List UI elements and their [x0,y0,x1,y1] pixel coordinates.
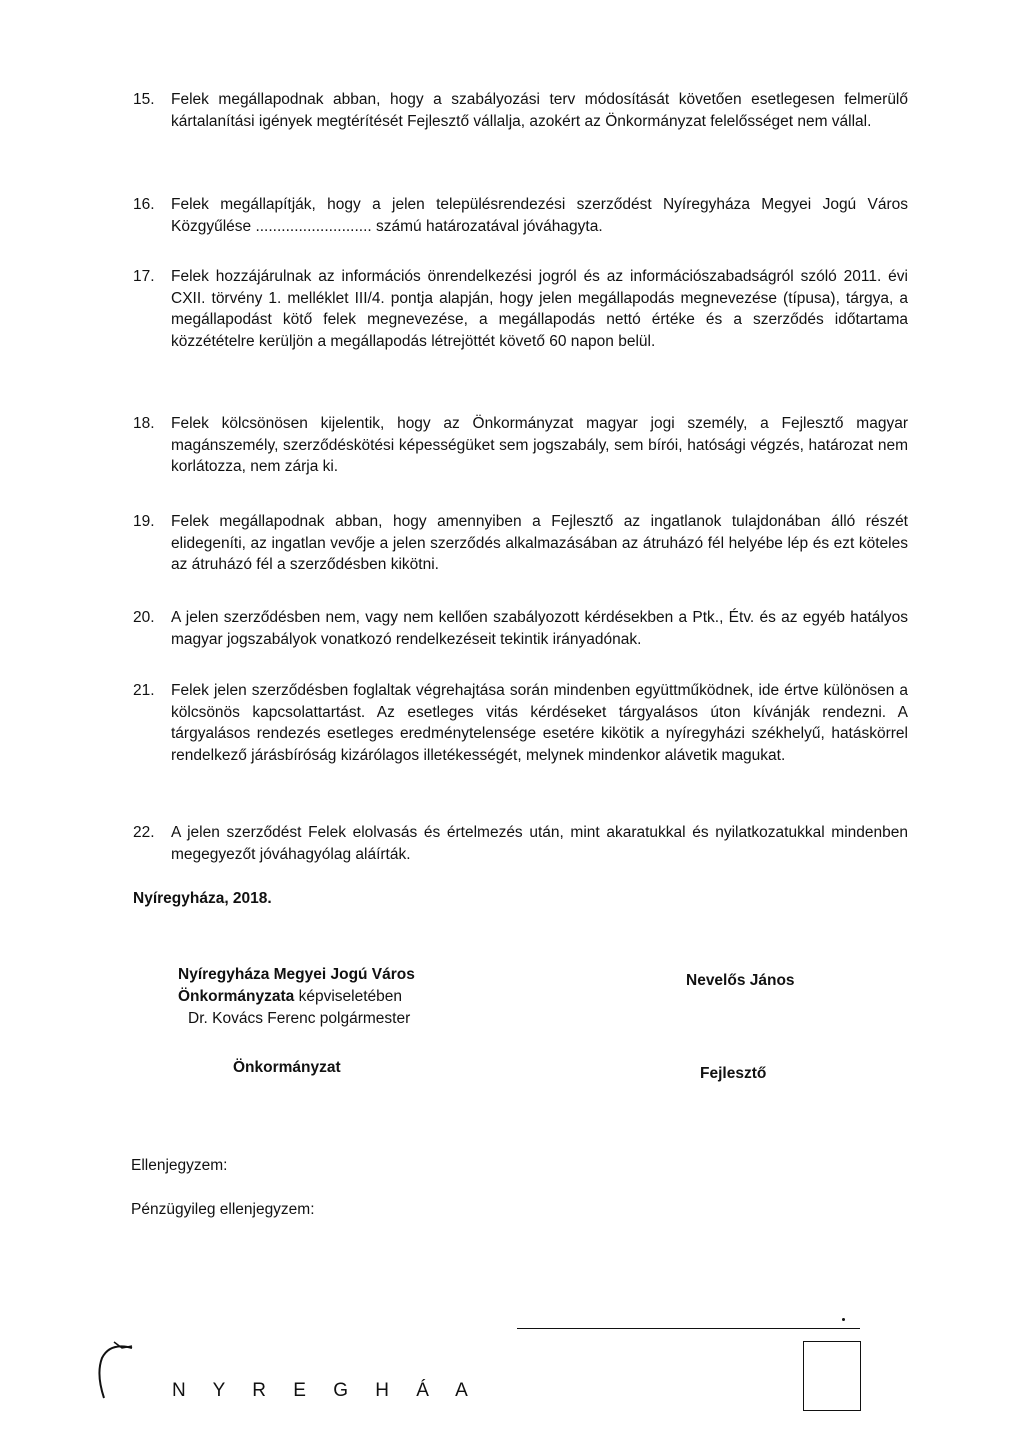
clause-number: 15. [133,91,155,108]
clause-text: Felek megállapodnak abban, hogy amennyiben a Fejlesztő az ingatlanok tulajdonában álló részét elidegeníti, az ingatlan vevője a jelen szerződés alkalmazásában az átruházó fél helyébe lép és ezt köteles az átruházó fél a szerződésben kikötni. [171,513,908,573]
clause-number: 21. [133,682,155,699]
signatory-person: Dr. Kovács Ferenc polgármester [188,1010,411,1027]
clause-21 [133,680,908,766]
clause-19 [133,511,908,576]
footer-box [803,1341,861,1411]
signatory-org-line1: Nyíregyháza Megyei Jogú Város [178,966,415,983]
clause-text: Felek hozzájárulnak az információs önrendelkezési jogról és az információszabadságról szóló 2011. évi CXII. törvény 1. melléklet III/4. pontja alapján, hogy jelen megállapodás megnevezése (típusa), tárgya, a megállapodást kötő felek megnevezése, a megállapodás nettó értéke és a szerződés időtartama közzétételre kerüljön a megállapodás létrejöttét követő 60 napon belül. [171,268,908,350]
clause-text: Felek jelen szerződésben foglaltak végrehajtása során mindenben együttműködnek, ide értve különösen a kölcsönös kapcsolattartást. Az esetleges vitás kérdéseket tárgyalásos úton kívánják rendezni. A tárgyalásos rendezés esetleges eredménytelensége esetére kikötik a nyíregyházi székhelyű, hatáskörrel rendelkező járásbíróság kizárólagos illetékességét, melynek mindenkor alávetik magukat. [171,682,908,764]
countersign-label: Ellenjegyzem: [131,1157,228,1174]
place-and-date: Nyíregyháza, 2018. [133,890,272,907]
clause-number: 20. [133,609,155,626]
signature-block-left [178,964,415,1030]
clause-number: 19. [133,513,155,530]
financial-countersign-label: Pénzügyileg ellenjegyzem: [131,1201,315,1218]
signatory-org-line2 [178,986,415,1008]
logo-mark-icon [92,1340,142,1410]
clause-text: Felek megállapodnak abban, hogy a szabályozási terv módosítását követően esetlegesen felmerülő kártalanítási igények megtérítését Fejlesztő vállalja, azokért az Önkormányzat felelősséget nem vállal. [171,91,908,130]
signature-role-left: Önkormányzat [233,1059,341,1076]
signature-role-right: Fejlesztő [700,1065,767,1082]
footer-dot [842,1318,845,1321]
clause-17 [133,266,908,352]
clause-number: 16. [133,196,155,213]
footer-divider [517,1328,860,1329]
clause-16 [133,194,908,237]
footer-logo-text: N Y R E G H Á A [172,1380,470,1401]
clause-text: Felek kölcsönösen kijelentik, hogy az Önkormányzat magyar jogi személy, a Fejlesztő magyar magánszemély, szerződéskötési képességüket sem jogszabály, sem bírói, hatósági végzés, határozat nem korlátozza, nem zárja ki. [171,415,908,475]
clause-text: A jelen szerződésben nem, vagy nem kellően szabályozott kérdésekben a Ptk., Étv. és az egyéb hatályos magyar jogszabályok vonatkozó rendelkezéseit tekintik irányadónak. [171,609,908,648]
clause-20 [133,607,908,650]
clause-15 [133,89,908,132]
clause-number: 22. [133,824,155,841]
signatory-org-name: Önkormányzata [178,988,295,1005]
signatory-capacity: képviseletében [294,988,403,1005]
clause-number: 18. [133,415,155,432]
signature-block-right: Nevelős János [686,972,795,989]
clause-text: Felek megállapítják, hogy a jelen településrendezési szerződést Nyíregyháza Megyei Jogú Város Közgyűlése ........................... számú határozatával jóváhagyta. [171,196,908,235]
clause-18 [133,413,908,478]
clause-number: 17. [133,268,155,285]
clause-22 [133,822,908,865]
clause-text: A jelen szerződést Felek elolvasás és értelmezés után, mint akaratukkal és nyilatkozatukkal mindenben megegyezőt jóváhagyólag aláírták. [171,824,908,863]
